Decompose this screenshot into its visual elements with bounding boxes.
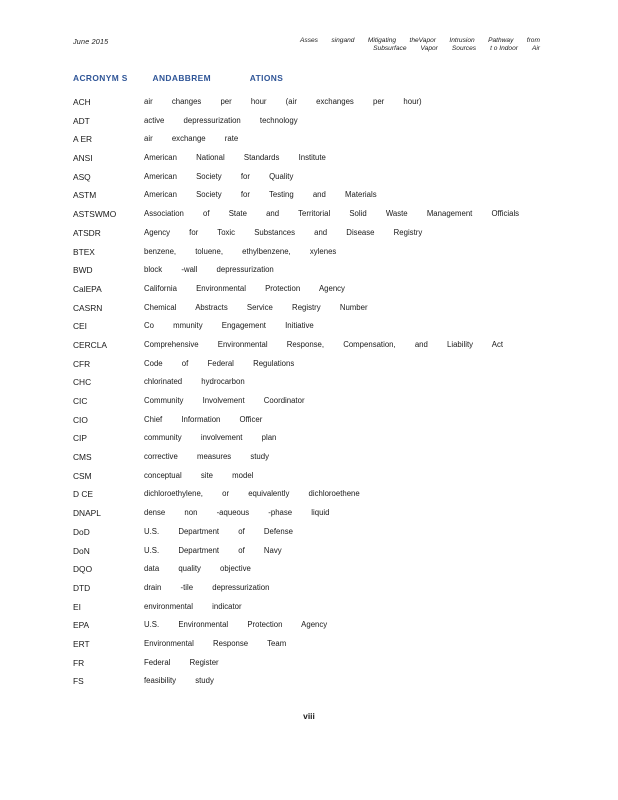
acronym-definition: Association of State and Territorial Solid Waste Management Officials	[144, 209, 520, 219]
acronym-term: ASTSWMO	[73, 209, 117, 220]
acronym-definition: drain -tile depressurization	[144, 582, 270, 592]
acronym-term: CIC	[73, 396, 88, 406]
acronym-definition: Code of Federal Regulations	[144, 358, 295, 368]
acronym-row	[73, 489, 543, 508]
acronym-row	[73, 228, 543, 247]
acronym-definition: environmental indicator	[144, 601, 242, 611]
acronym-row	[73, 284, 543, 303]
acronym-definition: Comprehensive Environmental Response, Compensation, and Liability Act	[144, 339, 504, 349]
acronym-definition: American Society for Quality	[144, 171, 294, 181]
section-title-part: ATIONS	[249, 73, 284, 83]
acronym-term: ANSI	[73, 153, 93, 164]
acronym-term: ACH	[73, 97, 91, 107]
acronym-row	[73, 602, 543, 621]
header-word: Subsurface	[373, 45, 407, 52]
acronym-row	[73, 247, 543, 266]
acronym-row	[73, 508, 543, 527]
acronym-term: EPA	[73, 620, 90, 631]
header-word: Air	[531, 45, 540, 52]
acronym-term: BWD	[73, 265, 93, 276]
acronym-definition: U.S. Department of Defense	[144, 526, 293, 536]
acronym-definition: data quality objective	[144, 564, 251, 574]
acronym-term: DoN	[73, 545, 90, 556]
acronym-term: BTEX	[73, 246, 95, 257]
acronym-row	[73, 452, 543, 471]
acronym-term: EI	[73, 601, 81, 612]
header-word: t o Indoor	[490, 45, 518, 52]
acronym-term: DQO	[73, 564, 93, 575]
acronym-list	[73, 97, 543, 695]
header-word: Sources	[451, 45, 477, 52]
acronym-row	[73, 676, 543, 695]
acronym-term: CHC	[73, 377, 92, 388]
acronym-term: ATSDR	[73, 227, 101, 238]
acronym-term: CalEPA	[73, 283, 102, 294]
acronym-term: CSM	[73, 470, 92, 481]
acronym-term: CFR	[73, 358, 91, 369]
acronym-row	[73, 321, 543, 340]
header-word: Vapor	[420, 45, 438, 52]
page-number: viii	[303, 711, 315, 721]
acronym-row	[73, 134, 543, 153]
acronym-row	[73, 116, 543, 135]
acronym-definition: Chemical Abstracts Service Registry Number	[144, 302, 368, 312]
acronym-definition: dense non -aqueous -phase liquid	[144, 508, 330, 518]
acronym-definition: Co mmunity Engagement Initiative	[144, 321, 314, 331]
acronym-definition: Agency for Toxic Substances and Disease Registry	[144, 227, 423, 237]
acronym-term: CERCLA	[73, 339, 107, 350]
acronym-definition: community involvement plan	[144, 433, 277, 443]
acronym-row	[73, 340, 543, 359]
acronym-definition: corrective measures study	[144, 452, 269, 462]
acronym-definition: U.S. Department of Navy	[144, 545, 282, 555]
acronym-row	[73, 546, 543, 565]
header-title-line2	[300, 45, 540, 52]
acronym-term: DTD	[73, 582, 91, 593]
acronym-term: ASTM	[73, 190, 97, 201]
acronym-definition: benzene, toluene, ethylbenzene, xylenes	[144, 246, 337, 256]
acronym-term: ADT	[73, 115, 90, 126]
acronym-definition: American Society for Testing and Materials	[144, 190, 377, 200]
acronym-row	[73, 359, 543, 378]
acronym-definition: air changes per hour (air exchanges per hour)	[144, 97, 422, 106]
acronym-row	[73, 153, 543, 172]
acronym-row	[73, 564, 543, 583]
acronym-term: ERT	[73, 638, 90, 649]
section-title	[73, 73, 283, 83]
acronym-row	[73, 620, 543, 639]
acronym-row	[73, 209, 543, 228]
acronym-definition: air exchange rate	[144, 134, 239, 144]
acronym-row	[73, 415, 543, 434]
acronym-row	[73, 97, 543, 116]
acronym-row	[73, 396, 543, 415]
acronym-row	[73, 658, 543, 677]
acronym-term: DNAPL	[73, 508, 101, 519]
acronym-row	[73, 527, 543, 546]
header-word: Intrusion	[449, 37, 475, 44]
acronym-row	[73, 377, 543, 396]
header-title-line1	[300, 37, 540, 44]
acronym-term: CEI	[73, 321, 87, 332]
section-title-part: ACRONYM S	[73, 73, 128, 83]
acronym-row	[73, 190, 543, 209]
header-word: singand	[331, 37, 355, 44]
header-date: June 2015	[73, 37, 109, 46]
acronym-term: D CE	[73, 489, 94, 500]
header-word: Pathway	[488, 37, 514, 44]
acronym-definition: U.S. Environmental Protection Agency	[144, 620, 328, 630]
acronym-term: A ER	[73, 134, 93, 145]
header-title	[300, 37, 540, 52]
acronym-definition: Federal Register	[144, 657, 219, 667]
acronym-row	[73, 265, 543, 284]
acronym-definition: conceptual site model	[144, 470, 254, 480]
acronym-row	[73, 172, 543, 191]
acronym-definition: Environmental Response Team	[144, 638, 287, 648]
header-word: Mitigating	[367, 37, 397, 44]
header-word: from	[526, 37, 540, 44]
acronym-term: CMS	[73, 452, 92, 463]
acronym-definition: chlorinated hydrocarbon	[144, 377, 245, 387]
acronym-definition: Chief Information Officer	[144, 414, 263, 424]
acronym-term: CIP	[73, 433, 87, 444]
acronym-definition: feasibility study	[144, 676, 214, 686]
acronym-definition: Community Involvement Coordinator	[144, 396, 305, 405]
acronym-term: FS	[73, 676, 84, 687]
acronym-definition: block -wall depressurization	[144, 265, 274, 275]
acronym-term: DoD	[73, 526, 90, 537]
acronym-term: ASQ	[73, 171, 91, 182]
header-word: theVapor	[409, 37, 437, 44]
acronym-term: CASRN	[73, 302, 103, 313]
acronym-definition: California Environmental Protection Agency	[144, 283, 345, 293]
acronym-row	[73, 639, 543, 658]
section-title-part: ANDABBREM	[152, 73, 212, 83]
acronym-definition: active depressurization technology	[144, 115, 298, 125]
acronym-definition: American National Standards Institute	[144, 153, 326, 163]
acronym-row	[73, 471, 543, 490]
acronym-definition: dichloroethylene, or equivalently dichloroethene	[144, 489, 360, 499]
acronym-term: CIO	[73, 414, 88, 425]
acronym-row	[73, 583, 543, 602]
acronym-row	[73, 303, 543, 322]
header-word: Asses	[300, 37, 318, 44]
acronym-term: FR	[73, 657, 85, 668]
acronym-row	[73, 433, 543, 452]
